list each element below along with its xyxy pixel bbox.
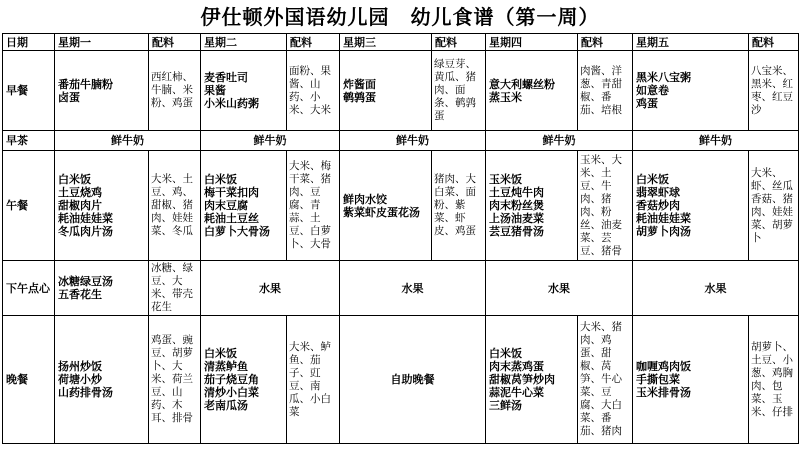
ingredient-cell: 大米、虾、丝瓜香菇、猪肉、娃娃菜、胡萝卜 [749, 151, 799, 261]
header-row [3, 34, 799, 51]
header-monday: 星期一 [55, 34, 149, 51]
tea-item: 鲜牛奶 [201, 131, 340, 151]
lunch-row [3, 151, 799, 261]
dish-cell: 白米饭 梅干菜扣肉 肉末豆腐 耗油土豆丝 白萝卜大骨汤 [201, 151, 287, 261]
dish-cell: 白米饭 土豆烧鸡 甜椒肉片 耗油娃娃菜 冬瓜肉片汤 [55, 151, 149, 261]
meal-label-lunch: 午餐 [3, 151, 55, 261]
menu-table [2, 33, 799, 444]
dish-cell: 玉米饭 土豆炖牛肉 肉末粉丝煲 上汤油麦菜 芸豆猪骨汤 [486, 151, 578, 261]
page-title: 伊仕顿外国语幼儿园 幼儿食谱（第一周） [200, 5, 600, 29]
morning-tea-row [3, 131, 799, 151]
header-ing: 配料 [749, 34, 799, 51]
dinner-row [3, 316, 799, 444]
tea-item: 鲜牛奶 [340, 131, 486, 151]
tea-item: 鲜牛奶 [55, 131, 201, 151]
ingredient-cell: 冰糖、绿豆、大米、带壳花生 [149, 261, 201, 316]
dish-cell: 鲜肉水饺 紫菜虾皮蛋花汤 [340, 151, 432, 261]
header-thursday: 星期四 [486, 34, 578, 51]
tea-item: 鲜牛奶 [633, 131, 799, 151]
dish-cell: 扬州炒饭 荷塘小炒 山药排骨汤 [55, 316, 149, 444]
header-ing: 配料 [149, 34, 201, 51]
ingredient-cell: 大米、土豆、鸡、甜椒、猪肉、娃娃菜、冬瓜 [149, 151, 201, 261]
ingredient-cell: 绿豆芽、黄瓜、猪肉、面条、鹌鹑蛋 [432, 51, 486, 131]
header-date: 日期 [3, 34, 55, 51]
afternoon-snack-row [3, 261, 799, 316]
meal-label-afternoon-snack: 下午点心 [3, 261, 55, 316]
ingredient-cell: 八宝米、黑米、红枣、红豆沙 [749, 51, 799, 131]
ingredient-cell: 大米、猪肉、鸡蛋、甜椒、莴笋、牛心菜、豆腐、大白菜、番茄、猪肉 [578, 316, 633, 444]
snack-item: 水果 [633, 261, 799, 316]
dish-cell: 白米饭 清蒸鲈鱼 茄子烧豆角 清炒小白菜 老南瓜汤 [201, 316, 287, 444]
header-tuesday: 星期二 [201, 34, 287, 51]
header-wednesday: 星期三 [340, 34, 432, 51]
header-ing: 配料 [432, 34, 486, 51]
meal-label-dinner: 晚餐 [3, 316, 55, 444]
ingredient-cell: 肉酱、洋葱、青甜椒、番茄、培根 [578, 51, 633, 131]
dish-cell: 黑米八宝粥 如意卷 鸡蛋 [633, 51, 749, 131]
tea-item: 鲜牛奶 [486, 131, 633, 151]
meal-label-breakfast: 早餐 [3, 51, 55, 131]
dish-cell: 麦香吐司 果酱 小米山药粥 [201, 51, 287, 131]
meal-label-morning-tea: 早茶 [3, 131, 55, 151]
breakfast-row [3, 51, 799, 131]
ingredient-cell: 大米、鲈鱼、茄子、豇豆、南瓜、小白菜 [287, 316, 340, 444]
snack-item: 水果 [340, 261, 486, 316]
dish-cell: 冰糖绿豆汤 五香花生 [55, 261, 149, 316]
dish-cell: 意大利螺丝粉 蒸玉米 [486, 51, 578, 131]
dish-cell: 炸酱面 鹌鹑蛋 [340, 51, 432, 131]
ingredient-cell: 玉米、大米、土豆、牛肉、猪肉、粉丝、油麦菜、芸豆、猪骨 [578, 151, 633, 261]
ingredient-cell: 面粉、果酱、山药、小米、大米 [287, 51, 340, 131]
ingredient-cell: 大米、梅干菜、猪肉、豆腐、青蒜、土豆、白萝卜、大骨 [287, 151, 340, 261]
dish-cell: 番茄牛腩粉 卤蛋 [55, 51, 149, 131]
snack-item: 水果 [486, 261, 633, 316]
ingredient-cell: 猪肉、大白菜、面粉、紫菜、虾皮、鸡蛋 [432, 151, 486, 261]
dish-cell: 自助晚餐 [340, 316, 486, 444]
dish-cell: 白米饭 肉末蒸鸡蛋 甜椒莴笋炒肉 蒜泥牛心菜 三鲜汤 [486, 316, 578, 444]
header-ing: 配料 [578, 34, 633, 51]
ingredient-cell: 西红柿、牛腩、米粉、鸡蛋 [149, 51, 201, 131]
header-ing: 配料 [287, 34, 340, 51]
dish-cell: 白米饭 翡翠虾球 香菇炒肉 耗油娃娃菜 胡萝卜肉汤 [633, 151, 749, 261]
ingredient-cell: 鸡蛋、豌豆、胡萝卜、大米、荷兰豆、山药、木耳、排骨 [149, 316, 201, 444]
header-friday: 星期五 [633, 34, 749, 51]
dish-cell: 咖喱鸡肉饭 手撕包菜 玉米排骨汤 [633, 316, 749, 444]
snack-item: 水果 [201, 261, 340, 316]
ingredient-cell: 胡萝卜、土豆、小葱、鸡胸肉、包菜、玉米、仔排 [749, 316, 799, 444]
